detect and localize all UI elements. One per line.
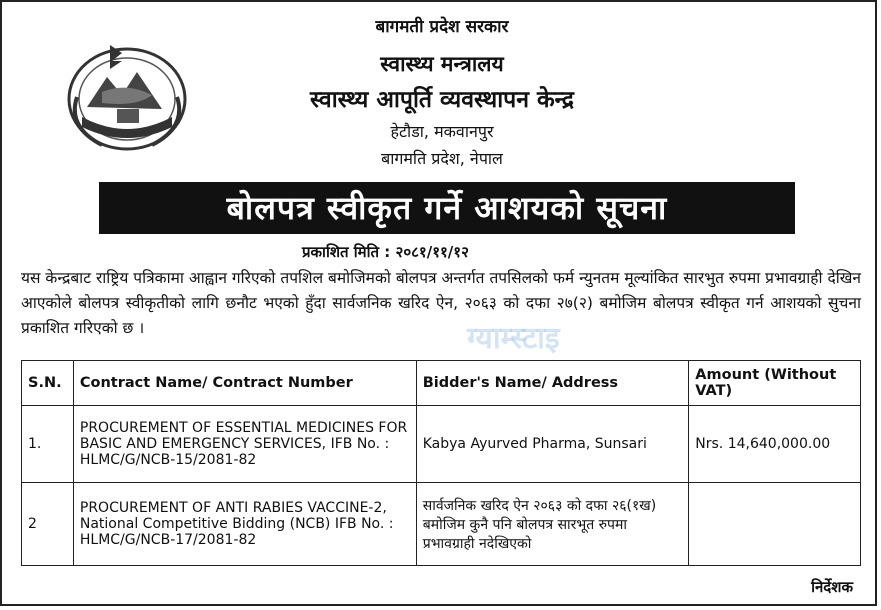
cell-sn: 2 — [22, 483, 74, 566]
notice-body-text: यस केन्द्रबाट राष्ट्रिय पत्रिकामा आह्वान गरिएको तपशिल बमोजिमको बोलपत्र अन्तर्गत तपसिलको फर्म न्युनतम मूल्यांकित सारभुत रुपमा प्रभावग्राही देखिन आएकोले बोलपत्र स्वीकृतीको लागि छनौट भएको हुँदा सार्वजनिक खरिद ऐन, २०६३ को दफा २७(२) बमोजिम बोलपत्र स्वीकृत गर्न आशयको सुचना प्रकाशित गरिएको छ । — [21, 269, 861, 337]
signature-director: निर्देशक — [811, 578, 853, 596]
published-date: प्रकाशित मिति : २०८१/११/१२ — [302, 243, 469, 261]
cell-contract: PROCUREMENT OF ANTI RABIES VACCINE-2, National Competitive Bidding (NCB) IFB No. : HLMC/G/NCB-17/2081-82 — [73, 483, 416, 566]
cell-bidder: सार्वजनिक खरिद ऐन २०६३ को दफा २६(१ख) बमोजिम कुनै पनि बोलपत्र सारभूत रुपमा प्रभावग्राही नदेखिएको — [416, 483, 689, 566]
center-heading: स्वास्थ्य आपूर्ति व्यवस्थापन केन्द्र — [309, 87, 574, 113]
province-government-heading: बागमती प्रदेश सरकार — [375, 17, 509, 37]
table-row — [22, 483, 861, 566]
table-header-row — [22, 361, 861, 406]
watermark-text: ग्याम्स्टाइ — [467, 321, 560, 356]
header-contract: Contract Name/ Contract Number — [73, 361, 416, 406]
cell-contract: PROCUREMENT OF ESSENTIAL MEDICINES FOR BASIC AND EMERGENCY SERVICES, IFB No. : HLMC/G/NCB-15/2081-82 — [73, 406, 416, 483]
location-province: बागमति प्रदेश, नेपाल — [381, 149, 503, 168]
header-sn: S.N. — [22, 361, 74, 406]
notice-title-banner: बोलपत्र स्वीकृत गर्ने आशयको सूचना — [99, 182, 795, 234]
ministry-heading: स्वास्थ्य मन्त्रालय — [380, 52, 504, 76]
header-amount: Amount (Without VAT) — [689, 361, 861, 406]
location-city: हेटौडा, मकवानपुर — [390, 122, 494, 141]
cell-sn: 1. — [22, 406, 74, 483]
header-bidder: Bidder's Name/ Address — [416, 361, 689, 406]
table-row — [22, 406, 861, 483]
cell-amount — [689, 483, 861, 566]
cell-amount: Nrs. 14,640,000.00 — [689, 406, 861, 483]
bid-acceptance-table — [21, 360, 861, 566]
nepal-government-emblem-icon — [62, 37, 192, 157]
cell-bidder: Kabya Ayurved Pharma, Sunsari — [416, 406, 689, 483]
